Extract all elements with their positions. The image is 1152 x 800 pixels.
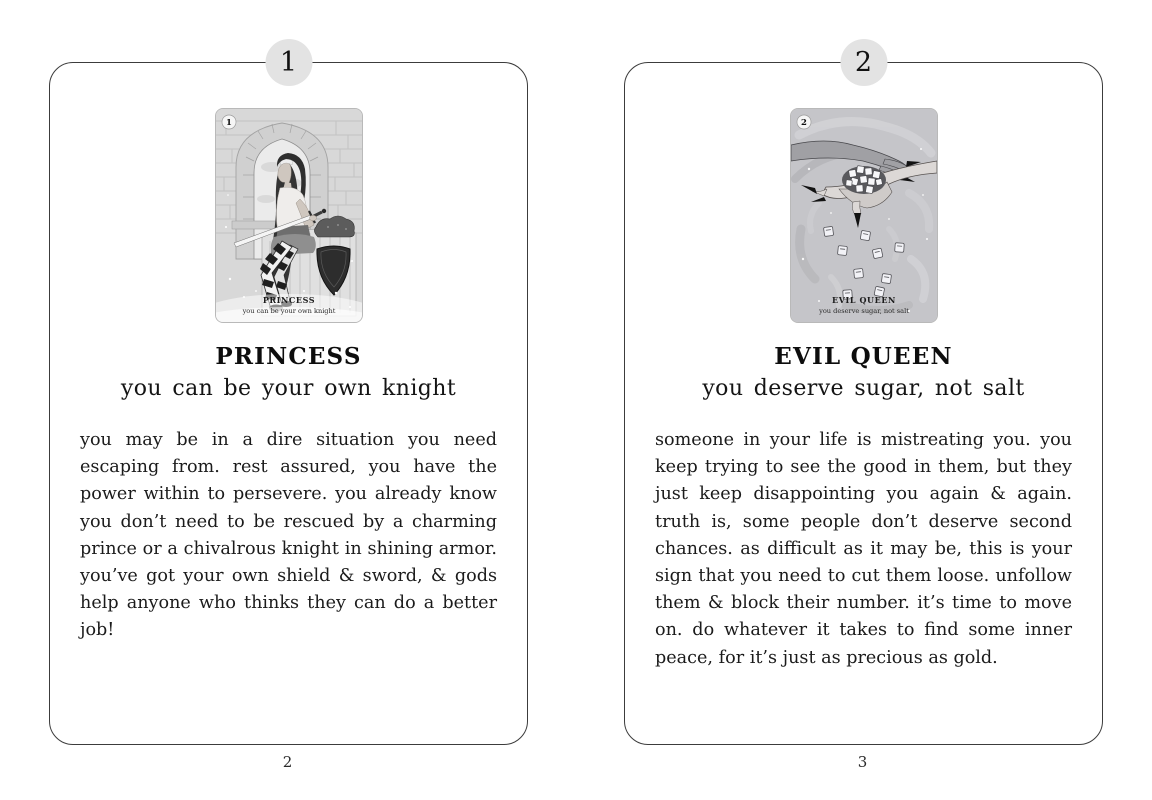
- princess-card: [216, 109, 362, 322]
- section-number-badge: 2: [840, 39, 887, 86]
- card-title-text: PRINCESS: [215, 343, 362, 370]
- card-number: 2: [800, 118, 807, 128]
- card-entry-panel-evil-queen: [624, 47, 1103, 745]
- card-subtitle-caption: you can be your own knight: [242, 307, 335, 315]
- card-number-badge: [797, 115, 811, 129]
- princess-card-illustration: [216, 109, 362, 322]
- card-heading: [50, 344, 527, 402]
- page-number-left: 2: [282, 753, 293, 771]
- card-number: 1: [225, 118, 232, 128]
- card-title-text: EVIL QUEEN: [774, 343, 953, 370]
- card-description: someone in your life is mistreating you. you keep trying to see the good in them, but they just keep disappointing you again & again. truth is, some people don’t deserve second chances. as difficult as it may be, this is your sign that you need to cut them loose. unfollow them & block their number. it’s time to move on. do whatever it takes to find some inner peace, for it’s just as precious as gold.: [655, 430, 1072, 668]
- page-number-right: 3: [857, 753, 868, 771]
- card-subtitle-text: you deserve sugar, not salt: [702, 376, 1025, 401]
- evil-queen-card: [791, 109, 937, 322]
- swirl-background: [791, 109, 937, 322]
- evil-queen-card-illustration: [791, 109, 937, 322]
- card-subtitle-caption: you deserve sugar, not salt: [818, 307, 909, 315]
- section-number-badge: 1: [265, 39, 312, 86]
- card-heading: [625, 344, 1102, 402]
- card-number-badge: [222, 115, 236, 129]
- card-entry-panel-princess: [49, 47, 528, 745]
- card-title-caption: EVIL QUEEN: [831, 295, 896, 305]
- card-description: you may be in a dire situation you need escaping from. rest assured, you have the power within to persevere. you already know you don’t need to be rescued by a charming prince or a chivalrous knight in shining armor. you’ve got your own shield & sword, & gods help anyone who thinks they can do a better job!: [80, 430, 497, 641]
- card-title-caption: PRINCESS: [262, 295, 315, 305]
- card-subtitle-text: you can be your own knight: [120, 376, 457, 401]
